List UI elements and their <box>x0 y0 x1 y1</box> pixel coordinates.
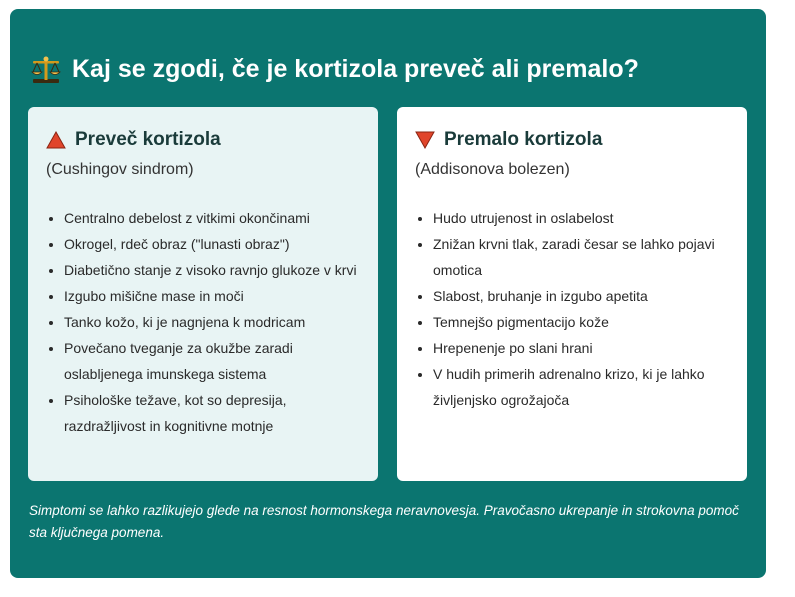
list-item: • Tanko kožo, ki je nagnjena k modricam <box>64 309 360 335</box>
page-title <box>30 53 639 85</box>
too-much-heading-text: Preveč kortizola <box>75 129 221 150</box>
red-triangle-up-icon <box>46 131 66 149</box>
list-item: • Centralno debelost z vitkimi okončinami <box>64 205 360 231</box>
too-much-subheading: (Cushingov sindrom) <box>46 161 194 178</box>
list-item: • Okrogel, rdeč obraz ("lunasti obraz") <box>64 231 360 257</box>
list-item: • Znižan krvni tlak, zaradi česar se lahko pojavi omotica <box>433 231 729 283</box>
too-much-cortisol-card <box>28 107 378 481</box>
list-item: • Povečano tveganje za okužbe zaradi oslabljenega imunskega sistema <box>64 335 360 387</box>
too-little-heading <box>415 127 729 153</box>
list-item: • Psihološke težave, kot so depresija, razdražljivost in kognitivne motnje <box>64 387 360 439</box>
too-much-heading <box>46 127 360 153</box>
list-item: • Diabetično stanje z visoko ravnjo glukoze v krvi <box>64 257 360 283</box>
list-item: • Temnejšo pigmentacijo kože <box>433 309 729 335</box>
page-title-text: Kaj se zgodi, če je kortizola preveč ali premalo? <box>72 54 639 83</box>
too-little-heading-text: Premalo kortizola <box>444 129 603 150</box>
list-item: • Izgubo mišične mase in moči <box>64 283 360 309</box>
list-item: • Slabost, bruhanje in izgubo apetita <box>433 283 729 309</box>
list-item: • Hrepenenje po slani hrani <box>433 335 729 361</box>
too-little-subheading: (Addisonova bolezen) <box>415 161 570 178</box>
info-panel <box>10 9 766 578</box>
red-triangle-down-icon <box>415 131 435 149</box>
balance-scale-icon <box>30 53 62 85</box>
footer-note: Simptomi se lahko razlikujejo glede na resnost hormonskega neravnovesja. Pravočasno ukrepanje in strokovna pomoč sta ključnega pomena. <box>29 503 739 540</box>
too-little-cortisol-card <box>397 107 747 481</box>
too-much-symptom-list <box>46 205 360 439</box>
list-item: • Hudo utrujenost in oslabelost <box>433 205 729 231</box>
list-item: • V hudih primerih adrenalno krizo, ki je lahko življenjsko ogrožajoča <box>433 361 729 413</box>
too-little-symptom-list <box>415 205 729 413</box>
